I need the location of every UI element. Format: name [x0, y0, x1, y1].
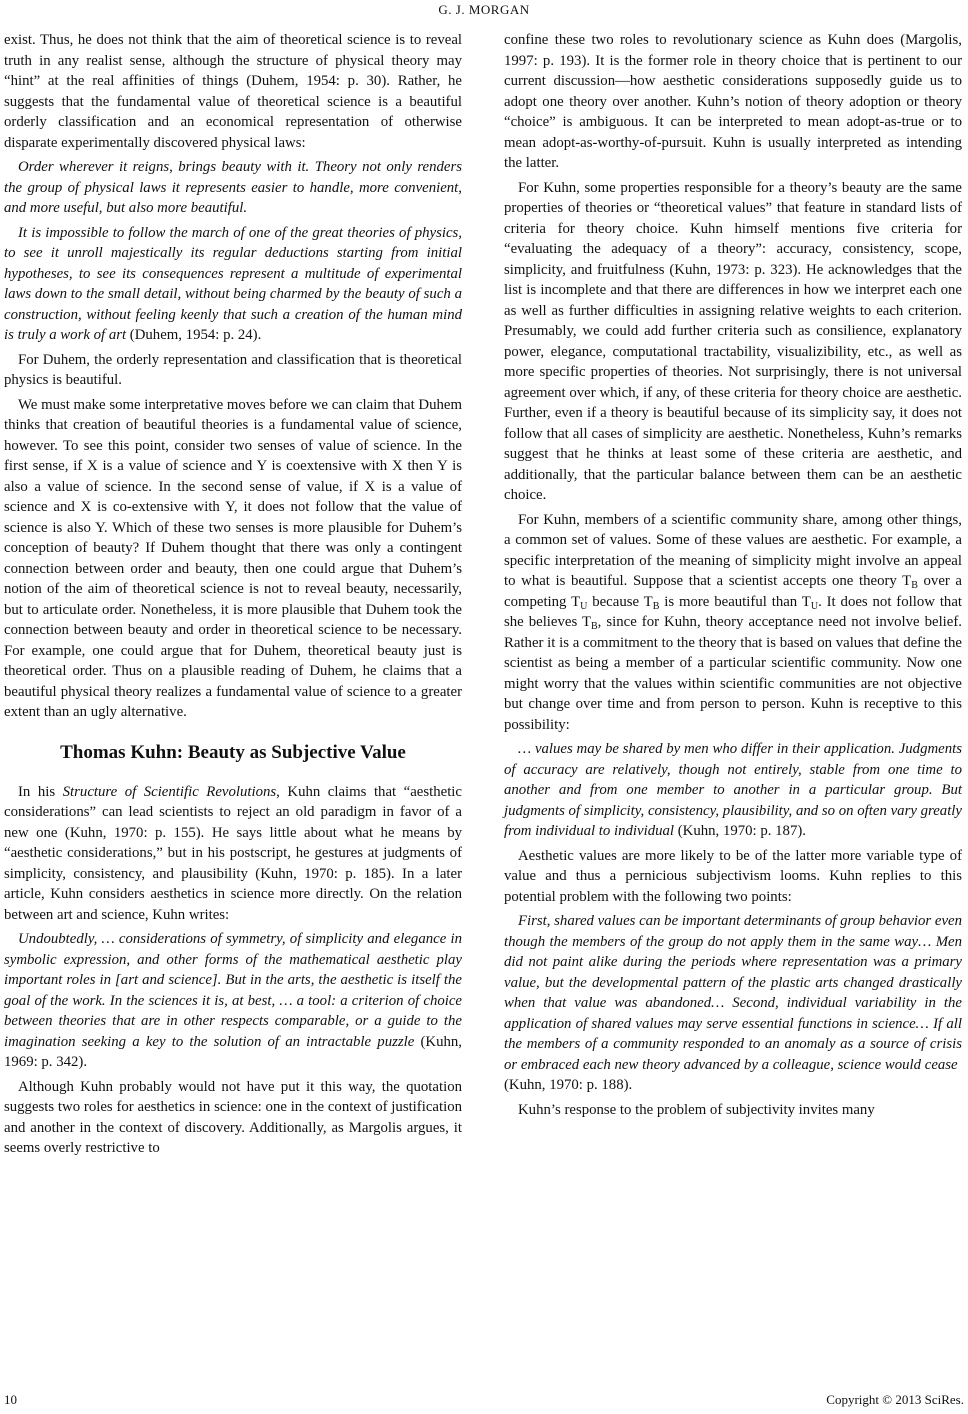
block-quote: … values may be shared by men who differ in their application. Judgments of accuracy are relatively, though not entirely, stable from one time to another and from one member to another in a particular group. But judgments of simplicity, consistency, plausibility, and so on often vary greatly from individual to individual (Kuhn, 1970: p. 187). — [504, 741, 962, 839]
paragraph: Although Kuhn probably would not have put it this way, the quotation suggests two roles for aesthetics in science: one in the context of justification and another in the context of discovery. Additionally, as Margolis argues, it seems overly restrictive to — [4, 1078, 462, 1156]
paragraph: In his Structure of Scientific Revolutions, Kuhn claims that “aesthetic considerations” can lead scientists to reject an old paradigm in favor of a new one (Kuhn, 1970: p. 155). He says little about what he means by “aesthetic considerations,” but in his postscript, he gestures at judgments of simplicity, consistency, and plausibility (Kuhn, 1970: p. 185). In a later article, Kuhn considers aesthetics in science more directly. On the relation between art and science, Kuhn writes: — [4, 783, 462, 923]
block-quote: It is impossible to follow the march of one of the great theories of physics, to see it unroll majestically its regular deductions starting from initial hypotheses, to see its consequences represent a multitude of experimental laws down to the small detail, without being charmed by the beauty of such a construction, without feeling keenly that such a creation of the human mind is truly a work of art (Duhem, 1954: p. 24). — [4, 224, 462, 343]
paragraph: confine these two roles to revolutionary science as Kuhn does (Margolis, 1997: p. 193). It is the former role in theory choice that is pertinent to our current discussion—how aesthetic considerations supposedly guide us to adopt one theory over another. Kuhn’s notion of theory adoption or theory “choice” is ambiguous. It can be interpreted to mean adopt-as-true or to mean adopt-as-worthy-of-pursuit. Kuhn is usually interpreted as intending the latter. — [504, 32, 962, 171]
paragraph: For Duhem, the orderly representation and classification that is theoretical physics is beautiful. — [4, 351, 462, 388]
paragraph: For Kuhn, some properties responsible for a theory’s beauty are the same properties of theories or “theoretical values” that feature in standard lists of criteria for theory choice. Kuhn himself mentions five criteria for “evaluating the adequacy of a theory”: accuracy, consistency, scope, simplicity, and fruitfulness (Kuhn, 1973: p. 323). He acknowledges that the list is incomplete and that there are differences in how we interpret each one as well as further difficulties in assigning relative weights to each criterion. Presumably, we could add further criteria such as consilience, explanatory power, elegance, computational tractability, visualizibility, etc., as well as more specific properties of theories. Not surprisingly, there is not universal agreement over which, if any, of these criteria for theory choice are aesthetic. Further, even if a theory is beautiful because of its simplicity say, it does not follow that all cases of simplicity are aesthetic. Nonetheless, Kuhn’s remarks suggest that he thinks at least some of these criteria are aesthetic, and additionally, that the particular balance between them can be an aesthetic choice. — [504, 179, 962, 503]
citation: (Kuhn, 1969: p. 342). — [4, 1033, 462, 1070]
paragraph: exist. Thus, he does not think that the aim of theoretical science is to reveal truth in any realist sense, although the structure of physical theory may “hint” at the real affinities of things (Duhem, 1954: p. 30). Rather, he suggests that the fundamental value of theoretical science is a beautiful orderly classification and an economical representation of otherwise disparate experimentally discovered physical laws: — [4, 32, 462, 151]
running-head: G. J. MORGAN — [438, 2, 530, 17]
left-column — [4, 30, 462, 1159]
citation: (Duhem, 1954: p. 24). — [129, 327, 262, 343]
block-quote: First, shared values can be important determinants of group behavior even though the members of the group do not apply them in the same way… Men did not paint alike during the periods where representation was a primary value, but the developmental pattern of the plastic arts changed drastically when that value was abandoned… Second, individual variability in the application of shared values may serve essential functions in science… If all the members of a community responded to an anomaly as a source of crisis or embraced each new theory advanced by a colleague, science would cease (Kuhn, 1970: p. 188). — [504, 913, 962, 1093]
right-column — [504, 30, 962, 1120]
copyright: Copyright © 2013 SciRes. — [826, 1392, 964, 1407]
citation: (Kuhn, 1970: p. 188). — [504, 1077, 633, 1093]
section-heading: Thomas Kuhn: Beauty as Subjective Value — [60, 741, 406, 763]
page-number: 10 — [4, 1392, 17, 1407]
block-quote: Order wherever it reigns, brings beauty with it. Theory not only renders the group of physical laws it represents easier to handle, more convenient, and more useful, but also more beautiful. — [4, 159, 462, 216]
book-title: Structure of Scientific Revolutions — [62, 783, 277, 800]
paragraph: Aesthetic values are more likely to be of the latter more variable type of value and thus a pernicious subjectivism looms. Kuhn replies to this potential problem with the following two points: — [504, 847, 962, 905]
block-quote: Undoubtedly, … considerations of symmetry, of simplicity and elegance in symbolic expression, and other forms of the mathematical aesthetic play important roles in [art and science]. But in the arts, the aesthetic is itself the goal of the work. In the sciences it is, at best, … a tool: a criterion of choice between theories that are in other respects comparable, or a guide to the imagination seeking a key to the solution of an intractable puzzle (Kuhn, 1969: p. 342). — [4, 931, 462, 1070]
paragraph: For Kuhn, members of a scientific community share, among other things, a common set of values. Some of these values are aesthetic. For example, a specific interpretation of the meaning of simplicity might involve an appeal to what is beautiful. Suppose that a scientist accepts one theory $T_B$ over a competing $T_U$ because $T_B$ is more beautiful than $T_U$. It does not follow that she believes $T_B$, since for Kuhn, theory acceptance need not involve belief. Rather it is a commitment to the theory that is based on values that define the scientist as being a member of a particular scientific community. Now one might worry that the values within scientific communities are not objective but change over time and from person to person. Kuhn is receptive to this possibility: — [504, 511, 963, 733]
citation: (Kuhn, 1970: p. 187). — [677, 823, 806, 839]
paragraph: We must make some interpretative moves before we can claim that Duhem thinks that creation of beautiful theories is a fundamental value of science, however. To see this point, consider two senses of value of science. In the first sense, if X is a value of science and Y is coextensive with X then Y is also a value of science. In the second sense of value, if X is a value of science and X is co-extensive with Y, it does not follow that the value of science is also Y. Which of these two senses is more plausible for Duhem’s conception of beauty? If Duhem thought that there was only a contingent connection between order and beauty, then one could argue that Duhem’s notion of the aim of theoretical science is not to reveal beauty, necessarily, but to articulate order. Nonetheless, it is more plausible that Duhem took the connection between beauty and order in theoretical science to be necessary. For example, one could argue that for Duhem, theoretical beauty just is theoretical order. Thus on a plausible reading of Duhem, he claims that a beautiful physical theory realizes a fundamental value of science to a greater extent than an ugly alternative. — [4, 396, 462, 720]
paragraph: Kuhn’s response to the problem of subjectivity invites many — [518, 1101, 875, 1118]
